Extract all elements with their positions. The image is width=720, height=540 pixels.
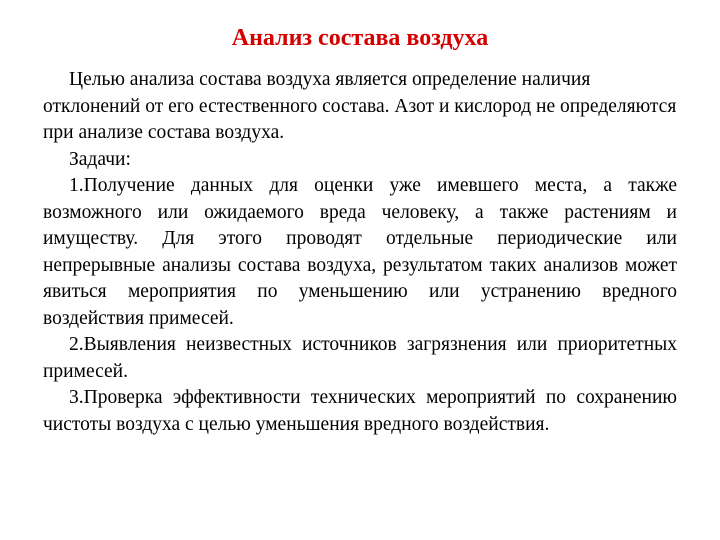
slide-body [43,67,677,438]
task-item-3: 3.Проверка эффективности технических мероприятий по сохранению чистоты воздуха с целью уменьшения вредного воздействия. [43,387,677,435]
task-item-2: 2.Выявления неизвестных источников загрязнения или приоритетных примесей. [43,334,677,382]
intro-paragraph: Целью анализа состава воздуха является определение наличия отклонений от его естественного состава. Азот и кислород не определяются при анализе состава воздуха. [43,69,677,143]
task-item-1: 1.Получение данных для оценки уже имевшего места, а также возможного или ожидаемого вреда человеку, а также растениям и имуществу. Для этого проводят отдельные периодические или непрерывные анализы состава воздуха, результатом таких анализов может явиться мероприятия по уменьшению или устранению вредного воздействия примесей. [43,175,677,329]
slide-title: Анализ состава воздуха [231,25,489,51]
tasks-heading: Задачи: [69,148,131,170]
